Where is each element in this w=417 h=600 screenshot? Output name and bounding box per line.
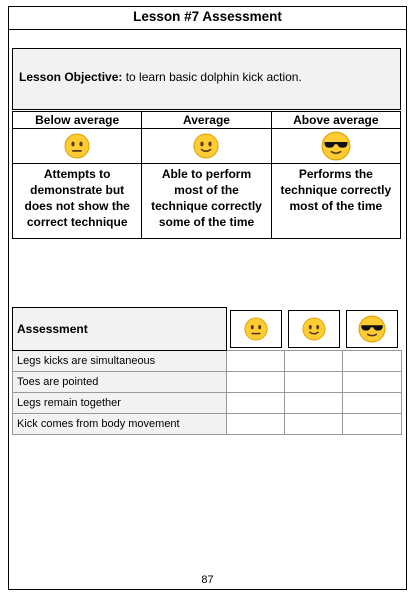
assessment-face-header: [343, 308, 402, 351]
rubric-desc-below-average: Attempts to demonstrate but does not show the correct technique: [13, 164, 142, 239]
table-row: [13, 414, 402, 435]
assessment-table: [12, 307, 402, 435]
lesson-objective-box: [12, 48, 401, 110]
rubric-desc-average: Able to perform most of the technique correctly some of the time: [142, 164, 271, 239]
title-divider: [8, 29, 407, 30]
face-box: [230, 310, 282, 348]
checkbox-cell[interactable]: [227, 414, 285, 435]
rubric-face-cell: [142, 129, 271, 164]
checkbox-cell[interactable]: [343, 372, 402, 393]
page-number: 87: [201, 574, 214, 586]
criterion-label: Toes are pointed: [13, 372, 227, 393]
criterion-label: Legs kicks are simultaneous: [13, 351, 227, 372]
rubric-header-above-average: Above average: [271, 112, 400, 129]
checkbox-cell[interactable]: [285, 351, 343, 372]
face-box: [288, 310, 340, 348]
checkbox-cell[interactable]: [227, 351, 285, 372]
sunglasses-face-icon: [358, 315, 386, 343]
rubric-face-cell: [271, 129, 400, 164]
slightly-smiling-face-icon: [302, 317, 326, 341]
checkbox-cell[interactable]: [343, 414, 402, 435]
table-row: [13, 351, 402, 372]
assessment-face-header: [285, 308, 343, 351]
face-box: [346, 310, 398, 348]
checkbox-cell[interactable]: [285, 393, 343, 414]
objective-label: Lesson Objective:: [19, 70, 123, 84]
objective-text: to learn basic dolphin kick action.: [122, 70, 302, 84]
page-title: Lesson #7 Assessment: [133, 9, 282, 24]
neutral-face-icon: [244, 317, 268, 341]
rubric-header-average: Average: [142, 112, 271, 129]
criterion-label: Legs remain together: [13, 393, 227, 414]
rubric-face-cell: [13, 129, 142, 164]
table-row: [13, 372, 402, 393]
checkbox-cell[interactable]: [227, 372, 285, 393]
rubric-table: [12, 111, 401, 239]
slightly-smiling-face-icon: [193, 133, 219, 159]
assessment-header: Assessment: [13, 308, 227, 351]
checkbox-cell[interactable]: [343, 351, 402, 372]
criterion-label: Kick comes from body movement: [13, 414, 227, 435]
sunglasses-face-icon: [321, 131, 351, 161]
checkbox-cell[interactable]: [343, 393, 402, 414]
checkbox-cell[interactable]: [285, 414, 343, 435]
assessment-face-header: [227, 308, 285, 351]
rubric-desc-above-average: Performs the technique correctly most of the time: [271, 164, 400, 239]
neutral-face-icon: [64, 133, 90, 159]
checkbox-cell[interactable]: [227, 393, 285, 414]
table-row: [13, 393, 402, 414]
checkbox-cell[interactable]: [285, 372, 343, 393]
rubric-header-below-average: Below average: [13, 112, 142, 129]
